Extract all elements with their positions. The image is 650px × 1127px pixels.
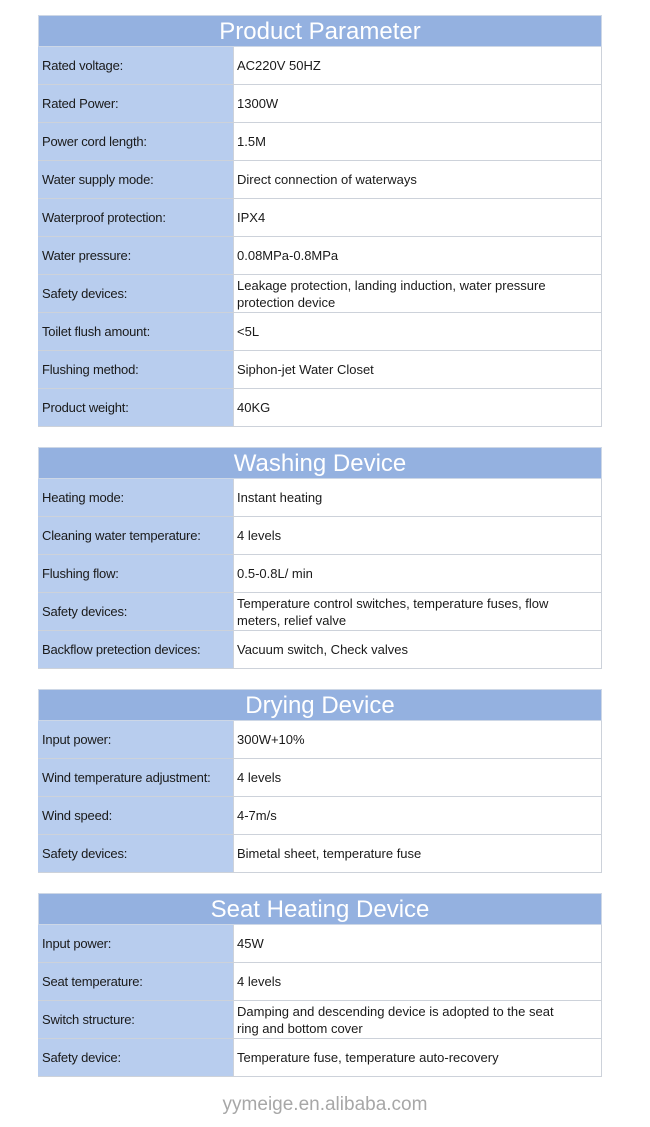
washing-device-section	[38, 447, 602, 669]
table-row	[38, 47, 602, 85]
row-label: Power cord length:	[38, 123, 234, 160]
row-value: <5L	[234, 313, 602, 350]
table-row	[38, 593, 602, 631]
row-value: 4 levels	[234, 963, 602, 1000]
section-title: Product Parameter	[38, 15, 602, 47]
row-label: Wind temperature adjustment:	[38, 759, 234, 796]
product-parameter-section	[38, 15, 602, 427]
row-value: Damping and descending device is adopted to the seat ring and bottom cover	[234, 1001, 602, 1038]
row-label: Safety device:	[38, 1039, 234, 1076]
row-value: 4-7m/s	[234, 797, 602, 834]
row-value: Direct connection of waterways	[234, 161, 602, 198]
table-row	[38, 1039, 602, 1077]
row-value: AC220V 50HZ	[234, 47, 602, 84]
row-label: Safety devices:	[38, 593, 234, 630]
section-title: Seat Heating Device	[38, 893, 602, 925]
table-row	[38, 759, 602, 797]
row-value: 1300W	[234, 85, 602, 122]
row-value: 0.5-0.8L/ min	[234, 555, 602, 592]
table-row	[38, 517, 602, 555]
table-row	[38, 313, 602, 351]
table-row	[38, 835, 602, 873]
row-label: Rated voltage:	[38, 47, 234, 84]
table-row	[38, 925, 602, 963]
table-row	[38, 351, 602, 389]
row-value: Vacuum switch, Check valves	[234, 631, 602, 668]
row-value: 1.5M	[234, 123, 602, 160]
row-value: Instant heating	[234, 479, 602, 516]
row-label: Product weight:	[38, 389, 234, 426]
table-row	[38, 479, 602, 517]
row-label: Input power:	[38, 925, 234, 962]
row-label: Wind speed:	[38, 797, 234, 834]
row-label: Backflow pretection devices:	[38, 631, 234, 668]
row-label: Seat temperature:	[38, 963, 234, 1000]
table-row	[38, 555, 602, 593]
row-label: Input power:	[38, 721, 234, 758]
table-row	[38, 123, 602, 161]
row-label: Safety devices:	[38, 835, 234, 872]
row-label: Water pressure:	[38, 237, 234, 274]
row-label: Safety devices:	[38, 275, 234, 312]
row-value: 4 levels	[234, 517, 602, 554]
row-value: 45W	[234, 925, 602, 962]
row-value: Bimetal sheet, temperature fuse	[234, 835, 602, 872]
table-row	[38, 389, 602, 427]
row-label: Cleaning water temperature:	[38, 517, 234, 554]
footer-watermark: yymeige.en.alibaba.com	[222, 1094, 428, 1115]
row-value: 4 levels	[234, 759, 602, 796]
table-row	[38, 631, 602, 669]
table-row	[38, 275, 602, 313]
drying-device-section	[38, 689, 602, 873]
table-row	[38, 1001, 602, 1039]
row-value: Leakage protection, landing induction, water pressure protection device	[234, 275, 602, 312]
seat-heating-device-section	[38, 893, 602, 1077]
row-value: IPX4	[234, 199, 602, 236]
row-label: Heating mode:	[38, 479, 234, 516]
row-label: Flushing method:	[38, 351, 234, 388]
table-row	[38, 85, 602, 123]
row-label: Water supply mode:	[38, 161, 234, 198]
row-value: 40KG	[234, 389, 602, 426]
section-title: Washing Device	[38, 447, 602, 479]
table-row	[38, 161, 602, 199]
row-value: 0.08MPa-0.8MPa	[234, 237, 602, 274]
row-value: Siphon-jet Water Closet	[234, 351, 602, 388]
row-label: Flushing flow:	[38, 555, 234, 592]
row-value: 300W+10%	[234, 721, 602, 758]
table-row	[38, 721, 602, 759]
table-row	[38, 199, 602, 237]
row-value: Temperature control switches, temperature fuses, flow meters, relief valve	[234, 593, 602, 630]
table-row	[38, 237, 602, 275]
row-label: Toilet flush amount:	[38, 313, 234, 350]
table-row	[38, 797, 602, 835]
table-row	[38, 963, 602, 1001]
row-value: Temperature fuse, temperature auto-recovery	[234, 1039, 602, 1076]
row-label: Rated Power:	[38, 85, 234, 122]
row-label: Waterproof protection:	[38, 199, 234, 236]
section-title: Drying Device	[38, 689, 602, 721]
row-label: Switch structure:	[38, 1001, 234, 1038]
